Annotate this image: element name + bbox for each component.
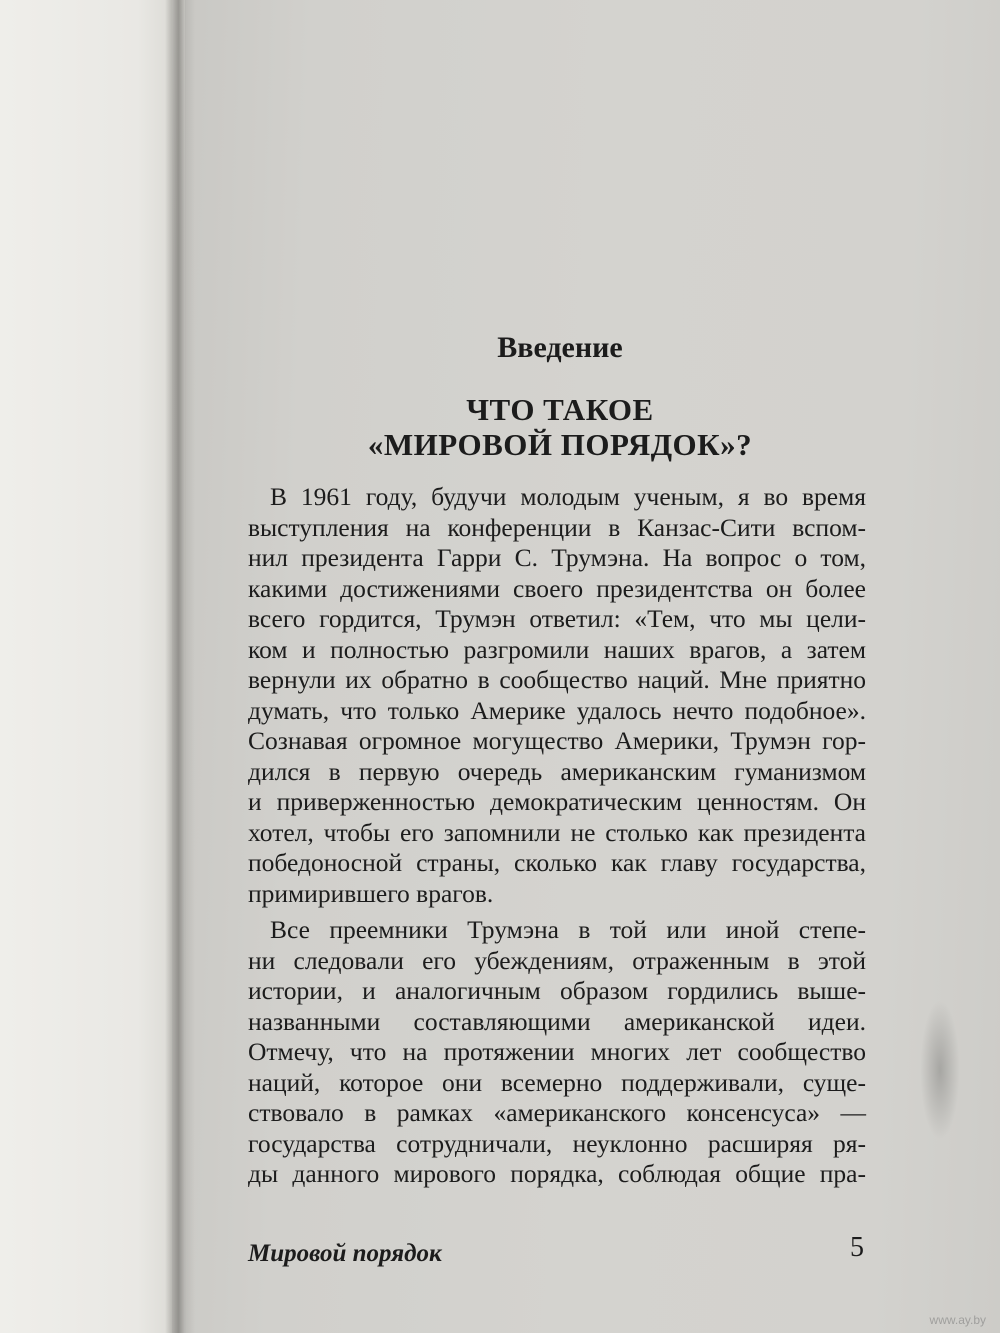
text-line: нил президента Гарри С. Трумэна. На вопрос о том, bbox=[248, 543, 866, 572]
chapter-heading: Введение bbox=[497, 331, 623, 364]
paragraph bbox=[248, 915, 866, 1190]
text-line: всего гордится, Трумэн ответил: «Тем, что мы цели- bbox=[248, 604, 866, 633]
page-smudge bbox=[920, 1000, 960, 1140]
text-line: думать, что только Америке удалось нечто подобное». bbox=[248, 695, 866, 725]
running-title: Мировой порядок bbox=[248, 1240, 442, 1267]
text-line: ни следовали его убеждениям, отраженным в этой bbox=[248, 945, 866, 975]
paragraph bbox=[248, 482, 866, 909]
watermark: www.ay.by bbox=[929, 1313, 986, 1327]
book-gutter bbox=[165, 0, 195, 1333]
text-line: примирившего врагов. bbox=[248, 878, 494, 908]
text-line: названными составляющими американской идеи. bbox=[248, 1006, 866, 1036]
text-line: Сознавая огромное могущество Америки, Трумэн гор- bbox=[248, 726, 866, 755]
page-footer bbox=[248, 1232, 866, 1272]
section-title bbox=[248, 392, 866, 462]
page-content bbox=[248, 330, 866, 1196]
section-title-line: ЧТО ТАКОЕ bbox=[466, 392, 654, 427]
text-line: государства сотрудничали, неуклонно расширяя ря- bbox=[248, 1128, 866, 1158]
text-line: ды данного мирового порядка, соблюдая общие пра- bbox=[248, 1159, 866, 1188]
section-title-line: «МИРОВОЙ ПОРЯДОК»? bbox=[367, 427, 753, 462]
text-line: наций, которое они всемерно поддерживали, суще- bbox=[248, 1067, 866, 1097]
text-line: победоносной страны, сколько как главу государства, bbox=[248, 848, 866, 877]
left-page bbox=[0, 0, 172, 1333]
text-line: Отмечу, что на протяжении многих лет сообщество bbox=[248, 1037, 866, 1066]
text-line: вернули их обратно в сообщество наций. Мне приятно bbox=[248, 665, 866, 694]
text-line: В 1961 году, будучи молодым ученым, я во время bbox=[270, 482, 866, 511]
page-number: 5 bbox=[850, 1232, 864, 1263]
text-line: какими достижениями своего президентства он более bbox=[248, 573, 866, 603]
text-line: и приверженностью демократическим ценностям. Он bbox=[248, 787, 866, 816]
text-line: истории, и аналогичным образом гордились выше- bbox=[248, 976, 866, 1005]
text-line: дился в первую очередь американским гуманизмом bbox=[248, 756, 866, 786]
text-line: ком и полностью разгромили наших врагов, а затем bbox=[248, 634, 866, 664]
text-line: Все преемники Трумэна в той или иной степе- bbox=[270, 915, 866, 944]
text-line: хотел, чтобы его запомнили не столько как президента bbox=[248, 817, 866, 847]
text-line: выступления на конференции в Канзас-Сити вспом- bbox=[248, 512, 866, 542]
text-line: ствовало в рамках «американского консенсуса» — bbox=[248, 1098, 866, 1127]
